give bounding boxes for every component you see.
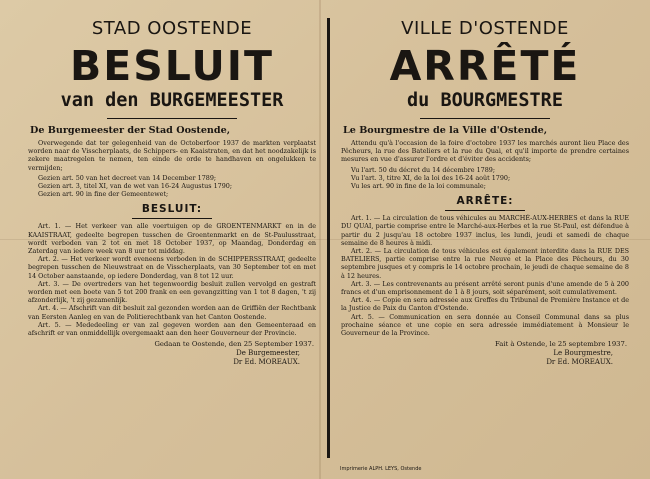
signer-name-fr: Dr Ed. MOREAUX. bbox=[546, 358, 613, 367]
title-rule-fr bbox=[420, 118, 550, 119]
considering-item: Gezien art. 90 in fine der Gemeentewet; bbox=[38, 190, 169, 199]
section-rule-fr bbox=[445, 210, 525, 211]
considering-item: Gezien art. 3, titel XI, van de wet van 16-24 Augustus 1790; bbox=[38, 182, 233, 191]
article: Art. 4. — Copie en sera adressée aux Greffes du Tribunal de Première Instance et de la Justice de Paix du Canton d'Ostende. bbox=[341, 296, 629, 313]
articles-nl bbox=[28, 222, 316, 337]
article: Art. 3. — Les contrevenants au présent arrêté seront punis d'une amende de 5 à 200 francs et d'un emprisonnement de 1 à 8 jours, soit séparément, soit cumulativement. bbox=[341, 279, 629, 297]
article: Art. 2. — La circulation de tous véhicules est également interdite dans la RUE DES BATELIERS, partie comprise entre la rue Neuve et la Place des Pêcheurs, du 30 septembre jusques et y compris le 14 octobre prochain, le jeudi de chaque semaine de 8 à 12 heures. bbox=[341, 247, 629, 280]
article: Art. 5. — Mededeeling er van zal gegeven worden aan den Gemeenteraad en afschrift er van onmiddellijk overgemaakt aan den heer Gouverneur der Provincie. bbox=[28, 320, 316, 338]
preamble-fr: Attendu qu'à l'occasion de la foire d'octobre 1937 les marchés auront lieu Place des Pêcheurs, la rue des Bateliers et la rue du Quai, et qu'il importe de prendre certaines mesures en vue d'assurer l'ordre et d'éviter des accidents; bbox=[341, 139, 629, 164]
preamble-block-fr bbox=[341, 139, 629, 190]
intro-nl: De Burgemeester der Stad Oostende, bbox=[30, 125, 231, 136]
city-name-nl: STAD OOSTENDE bbox=[91, 18, 253, 39]
article: Art. 5. — Communication en sera donnée au Conseil Communal dans sa plus prochaine séance et une copie en sera adressée immédiatement à Monsieur le Gouverneur de la Province. bbox=[341, 312, 629, 338]
articles-fr bbox=[341, 214, 629, 337]
french-column bbox=[335, 14, 635, 367]
signature-block-nl bbox=[22, 349, 322, 367]
preamble-nl: Overwegende dat ter gelegenheid van de Octoberfoor 1937 de markten verplaatst worden naar de Visscherplaats, de Schippers- en Kaaistraten, en dat het noodzakelijk is zekere maatregelen te nemen, ten einde de orde te handhaven en ongelukken te vermijden; bbox=[28, 139, 316, 172]
article: Art. 1. — Het verkeer van alle voertuigen op de GROENTENMARKT en in de KAAISTRAAT, gedeelte begrepen tusschen de Groentenmarkt en de St-Paulusstraat, wordt verboden van 2 tot en met 18 October 1937, op Maandag, Donderdag en Zaterdag van iedere week van 8 uur tot middag. bbox=[28, 222, 316, 256]
article: Art. 4. — Afschrift van dit besluit zal gezonden worden aan de Griffiën der Rechtbank van Eersten Aanleg en van de Politierechtbank van het Canton Oostende. bbox=[28, 304, 316, 321]
subtitle-fr: du BOURGMESTRE bbox=[407, 90, 563, 111]
preamble-block-nl bbox=[28, 139, 316, 198]
section-heading-fr: ARRÊTE: bbox=[456, 195, 514, 208]
signature-block-fr bbox=[335, 349, 635, 367]
signer-role-nl: De Burgemeester, bbox=[236, 349, 300, 358]
signer-name-nl: Dr Ed. MOREAUX. bbox=[233, 358, 300, 367]
considering-item: Vu l'art. 3, titre XI, de la loi des 16-24 août 1790; bbox=[351, 173, 511, 182]
signoff-nl bbox=[22, 340, 314, 349]
intro-fr: Le Bourgmestre de la Ville d'Ostende, bbox=[343, 125, 548, 136]
considering-item: Vu les art. 90 in fine de la loi communale; bbox=[351, 182, 486, 191]
section-rule-nl bbox=[132, 218, 212, 219]
dutch-column bbox=[22, 14, 322, 367]
article: Art. 1. — La circulation de tous véhicules au MARCHÉ-AUX-HERBES et dans la RUE DU QUAI, partie comprise entre le Marché-aux-Herbes et la rue St-Paul, est défendue à partir du 2 jusqu'au 18 octobre 1937 inclus, les lundi, jeudi et samedi de chaque semaine de 8 heures à midi. bbox=[341, 214, 629, 247]
title-rule-nl bbox=[107, 118, 237, 119]
done-at-fr: Fait à Ostende, le 25 septembre 1937. bbox=[495, 340, 627, 349]
done-at-nl: Gedaan te Oostende, den 25 September 1937. bbox=[154, 340, 314, 349]
title-fr: ARRÊTÉ bbox=[389, 42, 581, 90]
city-name-fr: VILLE D'OSTENDE bbox=[401, 18, 569, 39]
signer-role-fr: Le Bourgmestre, bbox=[553, 349, 613, 358]
considering-item: Vu l'art. 50 du décret du 14 décembre 1789; bbox=[351, 165, 496, 174]
considering-list-nl bbox=[28, 174, 316, 199]
subtitle-nl: van den BURGEMEESTER bbox=[60, 90, 284, 111]
signoff-fr bbox=[335, 340, 627, 349]
article: Art. 3. — De overtreders van het tegenwoordig besluit zullen vervolgd en gestraft worden met een boete van 5 tot 200 frank en een gevangzitting van 1 tot 8 dagen, 't zij afzonderlijk, 't zij gezamenlijk. bbox=[28, 279, 316, 305]
considering-item: Gezien art. 50 van het decreet van 14 December 1789; bbox=[38, 173, 217, 182]
printer-imprint: Imprimerie ALPH. LEYS, Ostende bbox=[340, 466, 422, 472]
considering-list-fr bbox=[341, 166, 629, 191]
article: Art. 2. — Het verkeer wordt eveneens verboden in de SCHIPPERSSTRAAT, gedeelte begrepen tusschen de Nieuwstraat en de Visscherplaats, van 30 September tot en met 14 October aanstaande, op iedere Donderdag, van 8 tot 12 uur. bbox=[28, 255, 316, 280]
center-divider bbox=[327, 18, 330, 458]
title-nl: BESLUIT bbox=[70, 42, 274, 90]
section-heading-nl: BESLUIT: bbox=[141, 203, 203, 216]
